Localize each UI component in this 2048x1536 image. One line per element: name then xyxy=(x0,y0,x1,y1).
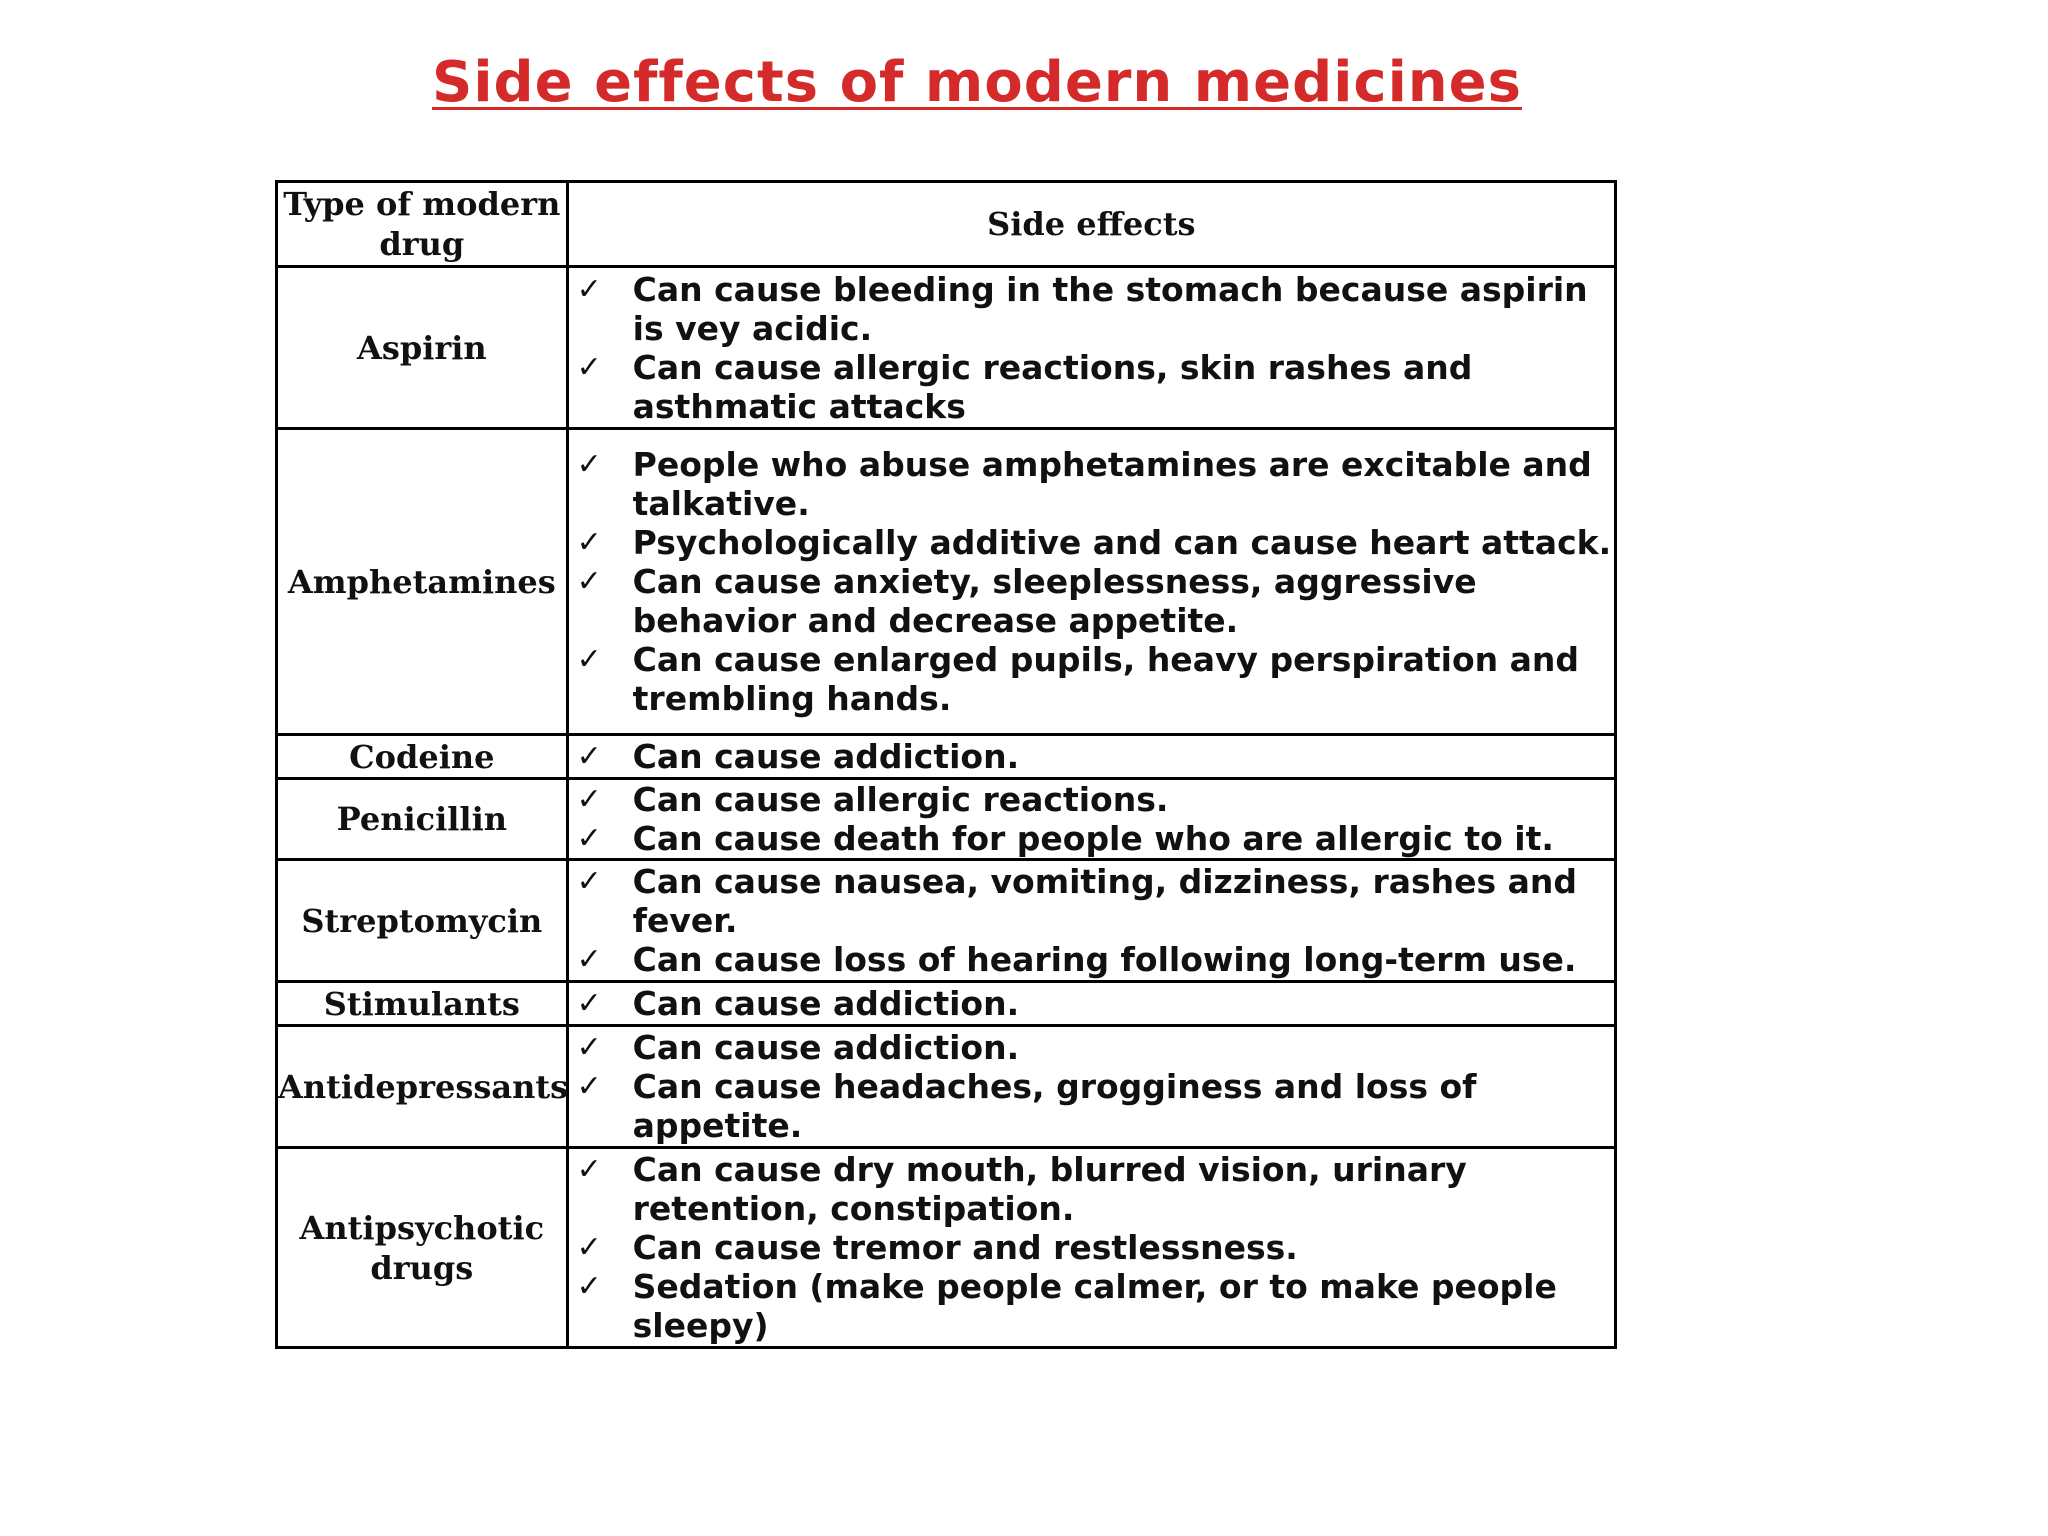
check-mark-icon: ✓ xyxy=(576,782,602,817)
list-item xyxy=(569,1267,1614,1345)
side-effects-cell xyxy=(567,779,1615,860)
side-effects-cell xyxy=(567,1026,1615,1148)
table-row xyxy=(277,1026,1616,1148)
page-title: Side effects of modern medicines xyxy=(432,50,1522,115)
side-effect-text: Can cause enlarged pupils, heavy perspiration and trembling hands. xyxy=(632,640,1579,718)
side-effects-list xyxy=(569,862,1614,979)
drug-type-cell: Amphetamines xyxy=(277,429,568,735)
list-item xyxy=(569,984,1614,1023)
list-item xyxy=(569,1067,1614,1145)
check-mark-icon: ✓ xyxy=(576,1069,602,1104)
drug-type-cell: Antidepressants xyxy=(277,1026,568,1148)
check-mark-icon: ✓ xyxy=(576,864,602,899)
header-drug-type: Type of modern drug xyxy=(277,182,568,267)
check-mark-icon: ✓ xyxy=(576,1152,602,1187)
table-header-row xyxy=(277,182,1616,267)
table-row xyxy=(277,735,1616,779)
check-mark-icon: ✓ xyxy=(576,525,602,560)
side-effects-table xyxy=(275,180,1617,1349)
drug-type-cell: Stimulants xyxy=(277,982,568,1026)
check-mark-icon: ✓ xyxy=(576,642,602,677)
side-effect-text: Can cause addiction. xyxy=(632,1028,1020,1067)
list-item xyxy=(569,780,1614,819)
side-effect-text: Can cause allergic reactions, skin rashes and asthmatic attacks xyxy=(632,347,1473,426)
side-effects-cell xyxy=(567,860,1615,982)
check-mark-icon: ✓ xyxy=(576,1230,602,1265)
table-row xyxy=(277,860,1616,982)
list-item xyxy=(569,270,1614,348)
side-effects-list xyxy=(569,1028,1614,1145)
check-mark-icon: ✓ xyxy=(576,447,602,482)
side-effects-list xyxy=(569,1150,1614,1345)
list-item xyxy=(569,1228,1614,1267)
check-mark-icon: ✓ xyxy=(576,271,602,307)
list-item xyxy=(569,819,1614,858)
drug-type-cell: Streptomycin xyxy=(277,860,568,982)
side-effect-text: Can cause addiction. xyxy=(632,737,1020,776)
check-mark-icon: ✓ xyxy=(576,986,602,1021)
side-effect-text: Can cause nausea, vomiting, dizziness, rashes and fever. xyxy=(632,862,1578,940)
check-mark-icon: ✓ xyxy=(576,1030,602,1065)
list-item xyxy=(569,640,1614,718)
side-effects-cell xyxy=(567,982,1615,1026)
side-effect-text: Can cause loss of hearing following long-term use. xyxy=(632,940,1577,979)
side-effects-cell xyxy=(567,1148,1615,1348)
side-effects-cell xyxy=(567,735,1615,779)
table-row xyxy=(277,1148,1616,1348)
check-mark-icon: ✓ xyxy=(576,349,602,385)
side-effects-list xyxy=(569,270,1614,426)
side-effect-text: Can cause tremor and restlessness. xyxy=(632,1228,1298,1267)
list-item xyxy=(569,562,1614,640)
side-effects-list xyxy=(569,445,1614,718)
check-mark-icon: ✓ xyxy=(576,1269,602,1304)
check-mark-icon: ✓ xyxy=(576,942,602,977)
check-mark-icon: ✓ xyxy=(576,821,602,856)
side-effect-text: People who abuse amphetamines are excitable and talkative. xyxy=(632,445,1592,523)
list-item xyxy=(569,737,1614,776)
list-item xyxy=(569,1150,1614,1228)
side-effect-text: Sedation (make people calmer, or to make people sleepy) xyxy=(632,1267,1557,1345)
side-effect-text: Can cause dry mouth, blurred vision, urinary retention, constipation. xyxy=(632,1150,1467,1228)
side-effect-text: Psychologically additive and can cause heart attack. xyxy=(632,523,1612,562)
drug-type-cell: Aspirin xyxy=(277,267,568,429)
table-row xyxy=(277,267,1616,429)
drug-type-cell: Codeine xyxy=(277,735,568,779)
list-item xyxy=(569,445,1614,523)
side-effect-text: Can cause headaches, grogginess and loss of appetite. xyxy=(632,1067,1477,1145)
check-mark-icon: ✓ xyxy=(576,564,602,599)
check-mark-icon: ✓ xyxy=(576,739,602,774)
side-effect-text: Can cause bleeding in the stomach because aspirin is vey acidic. xyxy=(632,269,1588,348)
table-row xyxy=(277,779,1616,860)
side-effects-list xyxy=(569,780,1614,858)
side-effect-text: Can cause allergic reactions. xyxy=(632,780,1169,819)
list-item xyxy=(569,348,1614,426)
side-effect-text: Can cause addiction. xyxy=(632,984,1020,1023)
table-row xyxy=(277,429,1616,735)
side-effects-cell xyxy=(567,267,1615,429)
side-effects-cell xyxy=(567,429,1615,735)
list-item xyxy=(569,523,1614,562)
side-effects-list xyxy=(569,984,1614,1023)
list-item xyxy=(569,1028,1614,1067)
side-effects-list xyxy=(569,737,1614,776)
list-item xyxy=(569,940,1614,979)
side-effect-text: Can cause anxiety, sleeplessness, aggressive behavior and decrease appetite. xyxy=(632,562,1477,640)
side-effect-text: Can cause death for people who are allergic to it. xyxy=(632,819,1554,858)
drug-type-cell: Penicillin xyxy=(277,779,568,860)
table-row xyxy=(277,982,1616,1026)
drug-type-cell: Antipsychotic drugs xyxy=(277,1148,568,1348)
list-item xyxy=(569,862,1614,940)
header-side-effects: Side effects xyxy=(567,182,1615,267)
table-body xyxy=(277,267,1616,1348)
